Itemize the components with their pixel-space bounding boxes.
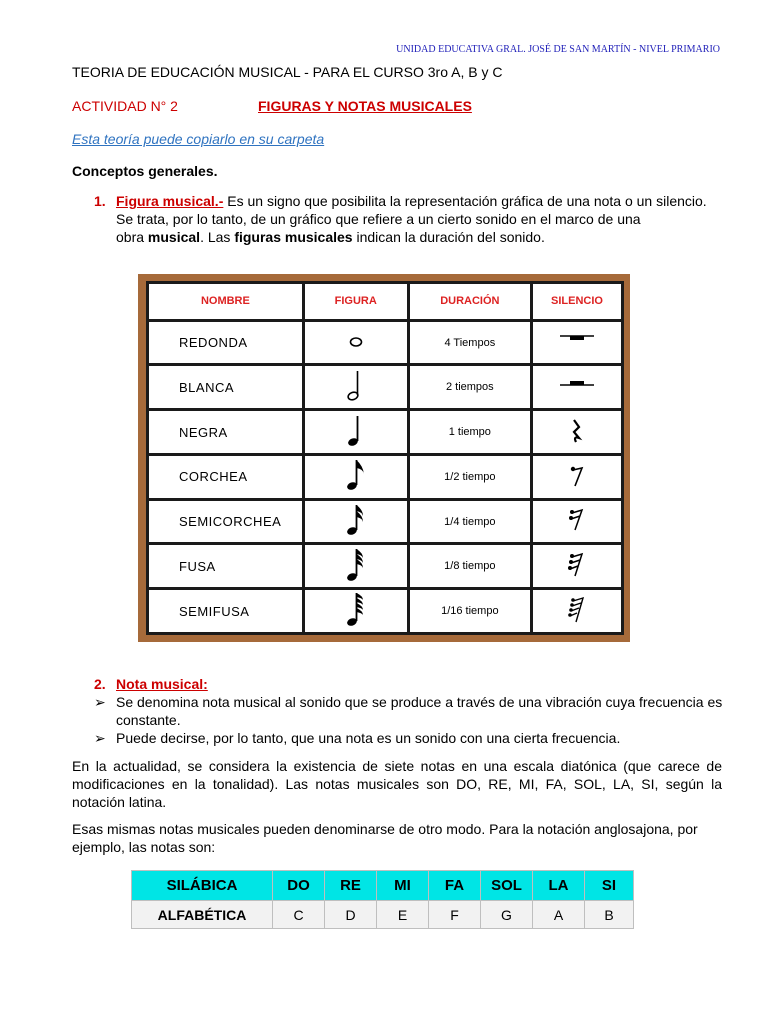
figure-name: SEMICORCHEA — [149, 501, 302, 543]
table-row — [149, 411, 621, 453]
whole-note-icon — [305, 322, 407, 364]
note-cell: G — [481, 901, 533, 929]
copy-note: Esta teoría puede copiarlo en su carpeta — [72, 131, 325, 147]
note-cell: SI — [585, 871, 634, 901]
thirty-second-note-icon — [305, 545, 407, 587]
table-row — [149, 366, 621, 408]
figure-name: NEGRA — [149, 411, 302, 453]
section-text: Se trata, por lo tanto, de un gráfico que refiere a un cierto sonido en el marco de una — [116, 211, 641, 227]
figure-duration: 4 Tiempos — [410, 322, 530, 364]
col-header-silencio: SILENCIO — [533, 284, 621, 319]
col-header-figura: FIGURA — [305, 284, 407, 319]
paragraph-diatonic-scale: En la actualidad, se considera la existencia de siete notas en una escala diatónica (que carece de modificaciones en la tonalidad). Las notas musicales son DO, RE, MI, FA, SOL, LA, SI, según la notación latina. — [72, 758, 722, 810]
eighth-note-icon — [305, 456, 407, 498]
note-cell: D — [325, 901, 377, 929]
section-term: Figura musical.- — [116, 193, 224, 209]
whole-rest-icon — [533, 322, 621, 364]
section-figura-musical — [94, 192, 714, 246]
note-cell: B — [585, 901, 634, 929]
document-title: TEORIA DE EDUCACIÓN MUSICAL - PARA EL CURSO 3ro A, B y C — [72, 64, 503, 80]
concepts-heading: Conceptos generales. — [72, 163, 218, 179]
note-cell: DO — [273, 871, 325, 901]
table-row — [149, 456, 621, 498]
activity-title: FIGURAS Y NOTAS MUSICALES — [258, 98, 472, 114]
half-note-icon — [305, 366, 407, 408]
notes-table — [131, 870, 634, 929]
eighth-rest-icon — [533, 456, 621, 498]
thirty-second-rest-icon — [533, 545, 621, 587]
figure-name: BLANCA — [149, 366, 302, 408]
list-item: ➢ Puede decirse, por lo tanto, que una nota es un sonido con una cierta frecuencia. — [94, 730, 621, 746]
note-cell: F — [429, 901, 481, 929]
table-row — [149, 545, 621, 587]
sixty-fourth-note-icon — [305, 590, 407, 632]
quarter-note-icon — [305, 411, 407, 453]
section-term: Nota musical: — [116, 676, 208, 692]
table-row — [132, 871, 634, 901]
table-row — [149, 590, 621, 632]
activity-label: ACTIVIDAD N° 2 — [72, 98, 178, 114]
figure-duration: 1/4 tiempo — [410, 501, 530, 543]
sixteenth-note-icon — [305, 501, 407, 543]
note-cell: MI — [377, 871, 429, 901]
figure-name: CORCHEA — [149, 456, 302, 498]
table-row — [149, 322, 621, 364]
note-cell: SOL — [481, 871, 533, 901]
bullet-list — [94, 693, 724, 747]
paragraph-notation: Esas mismas notas musicales pueden denominarse de otro modo. Para la notación anglosajona, por ejemplo, las notas son: — [72, 821, 698, 855]
arrow-bullet-icon: ➢ — [94, 730, 106, 746]
row-label-silabica: SILÁBICA — [132, 871, 273, 901]
col-header-nombre: NOMBRE — [149, 284, 302, 319]
half-rest-icon — [533, 366, 621, 408]
figure-duration: 1/16 tiempo — [410, 590, 530, 632]
figure-name: FUSA — [149, 545, 302, 587]
table-row — [132, 901, 634, 929]
figure-duration: 1 tiempo — [410, 411, 530, 453]
note-cell: A — [533, 901, 585, 929]
section-text: obra musical. Las figuras musicales indican la duración del sonido. — [116, 229, 545, 245]
section-number: 2. — [94, 676, 106, 692]
sixteenth-rest-icon — [533, 501, 621, 543]
sixty-fourth-rest-icon — [533, 590, 621, 632]
section-nota-musical — [94, 676, 208, 692]
note-cell: E — [377, 901, 429, 929]
figure-name: SEMIFUSA — [149, 590, 302, 632]
note-cell: FA — [429, 871, 481, 901]
section-number: 1. — [94, 193, 106, 209]
table-row — [149, 501, 621, 543]
quarter-rest-icon — [533, 411, 621, 453]
school-header: UNIDAD EDUCATIVA GRAL. JOSÉ DE SAN MARTÍN - NIVEL PRIMARIO — [396, 44, 720, 55]
note-cell: RE — [325, 871, 377, 901]
note-cell: C — [273, 901, 325, 929]
figure-name: REDONDA — [149, 322, 302, 364]
section-text: Es un signo que posibilita la representación gráfica de una nota o un silencio. — [223, 193, 707, 209]
col-header-duracion: DURACIÓN — [410, 284, 530, 319]
figures-table — [146, 281, 624, 635]
figures-table-image — [138, 274, 630, 642]
figure-duration: 1/2 tiempo — [410, 456, 530, 498]
row-label-alfabetica: ALFABÉTICA — [132, 901, 273, 929]
note-cell: LA — [533, 871, 585, 901]
figure-duration: 1/8 tiempo — [410, 545, 530, 587]
arrow-bullet-icon: ➢ — [94, 694, 106, 710]
figure-duration: 2 tiempos — [410, 366, 530, 408]
list-item: ➢ Se denomina nota musical al sonido que se produce a través de una vibración cuya frecuencia es constante. — [94, 694, 723, 728]
